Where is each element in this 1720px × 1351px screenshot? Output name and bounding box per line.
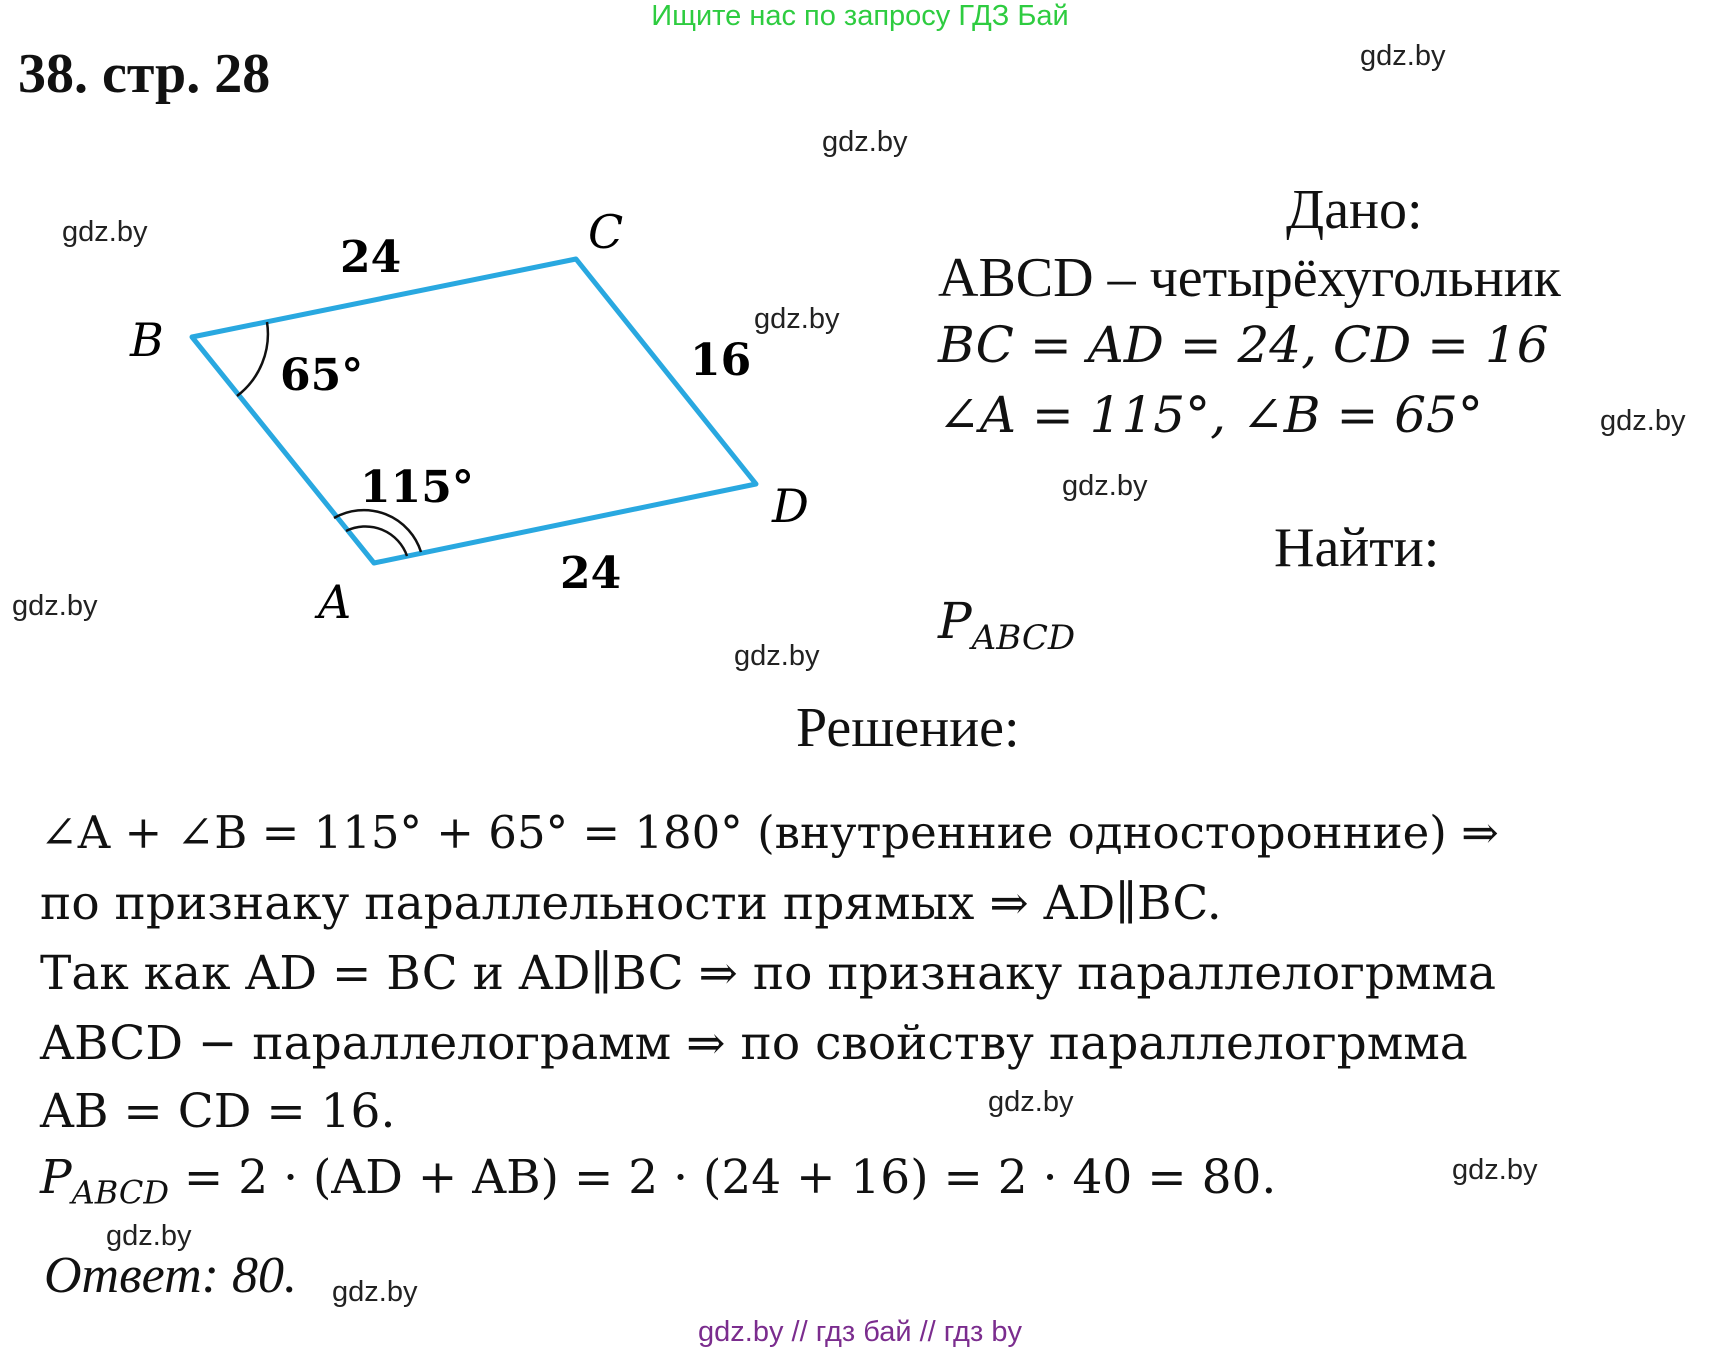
footer-links: gdz.by // гдз бай // гдз by <box>698 1316 1022 1348</box>
solution-line-1: ∠A + ∠B = 115° + 65° = 180° (внутренние односторонние) ⇒ <box>40 806 1499 859</box>
find-heading: Найти: <box>1274 517 1440 579</box>
solution-line-3: Так как AD = BC и AD∥BC ⇒ по признаку параллелогрмма <box>40 946 1497 1001</box>
watermark: gdz.by <box>734 640 820 672</box>
perimeter-calculation: = 2 · (AD + AB) = 2 · (24 + 16) = 2 · 40 = 80. <box>168 1150 1277 1205</box>
vertex-label-a: A <box>318 575 352 629</box>
answer: Ответ: 80. <box>44 1247 297 1304</box>
vertex-label-d: D <box>772 479 809 533</box>
angle-b-arc <box>237 322 268 396</box>
watermark: gdz.by <box>106 1220 192 1252</box>
given-line-quadrilateral: ABCD – четырёхугольник <box>938 247 1561 309</box>
perimeter-symbol: P <box>938 592 972 650</box>
watermark: gdz.by <box>1452 1154 1538 1186</box>
watermark: gdz.by <box>1360 40 1446 72</box>
find-perimeter <box>938 592 1075 658</box>
perimeter-symbol: P <box>40 1150 72 1205</box>
solution-line-5: AB = CD = 16. <box>40 1084 396 1139</box>
watermark: gdz.by <box>62 216 148 248</box>
watermark: gdz.by <box>754 303 840 335</box>
given-line-sides: BC = AD = 24, CD = 16 <box>938 316 1549 374</box>
vertex-label-b: B <box>130 313 164 367</box>
watermark: gdz.by <box>332 1276 418 1308</box>
quadrilateral-abcd <box>192 259 756 563</box>
solution-heading: Решение: <box>796 697 1020 759</box>
angle-label-a: 115° <box>360 462 474 513</box>
solution-line-2: по признаку параллельности прямых ⇒ AD∥BC. <box>40 876 1222 931</box>
side-label-cd: 16 <box>690 335 752 386</box>
watermark: gdz.by <box>822 126 908 158</box>
quadrilateral-figure <box>0 0 900 660</box>
problem-title: 38. стр. 28 <box>18 43 271 105</box>
watermark: gdz.by <box>12 590 98 622</box>
side-label-ad: 24 <box>560 548 622 599</box>
given-heading: Дано: <box>1286 179 1423 241</box>
perimeter-subscript: ABCD <box>71 1173 169 1212</box>
perimeter-subscript: ABCD <box>971 618 1076 658</box>
given-line-angles: ∠A = 115°, ∠B = 65° <box>938 386 1483 444</box>
watermark: gdz.by <box>1600 405 1686 437</box>
watermark: gdz.by <box>1062 470 1148 502</box>
angle-label-b: 65° <box>280 350 364 401</box>
search-banner: Ищите нас по запросу ГДЗ Бай <box>651 0 1069 32</box>
solution-line-4: ABCD − параллелограмм ⇒ по свойству параллелогрмма <box>40 1016 1468 1071</box>
side-label-bc: 24 <box>340 232 402 283</box>
watermark: gdz.by <box>988 1086 1074 1118</box>
solution-perimeter-line <box>40 1150 1276 1211</box>
vertex-label-c: C <box>588 205 624 259</box>
